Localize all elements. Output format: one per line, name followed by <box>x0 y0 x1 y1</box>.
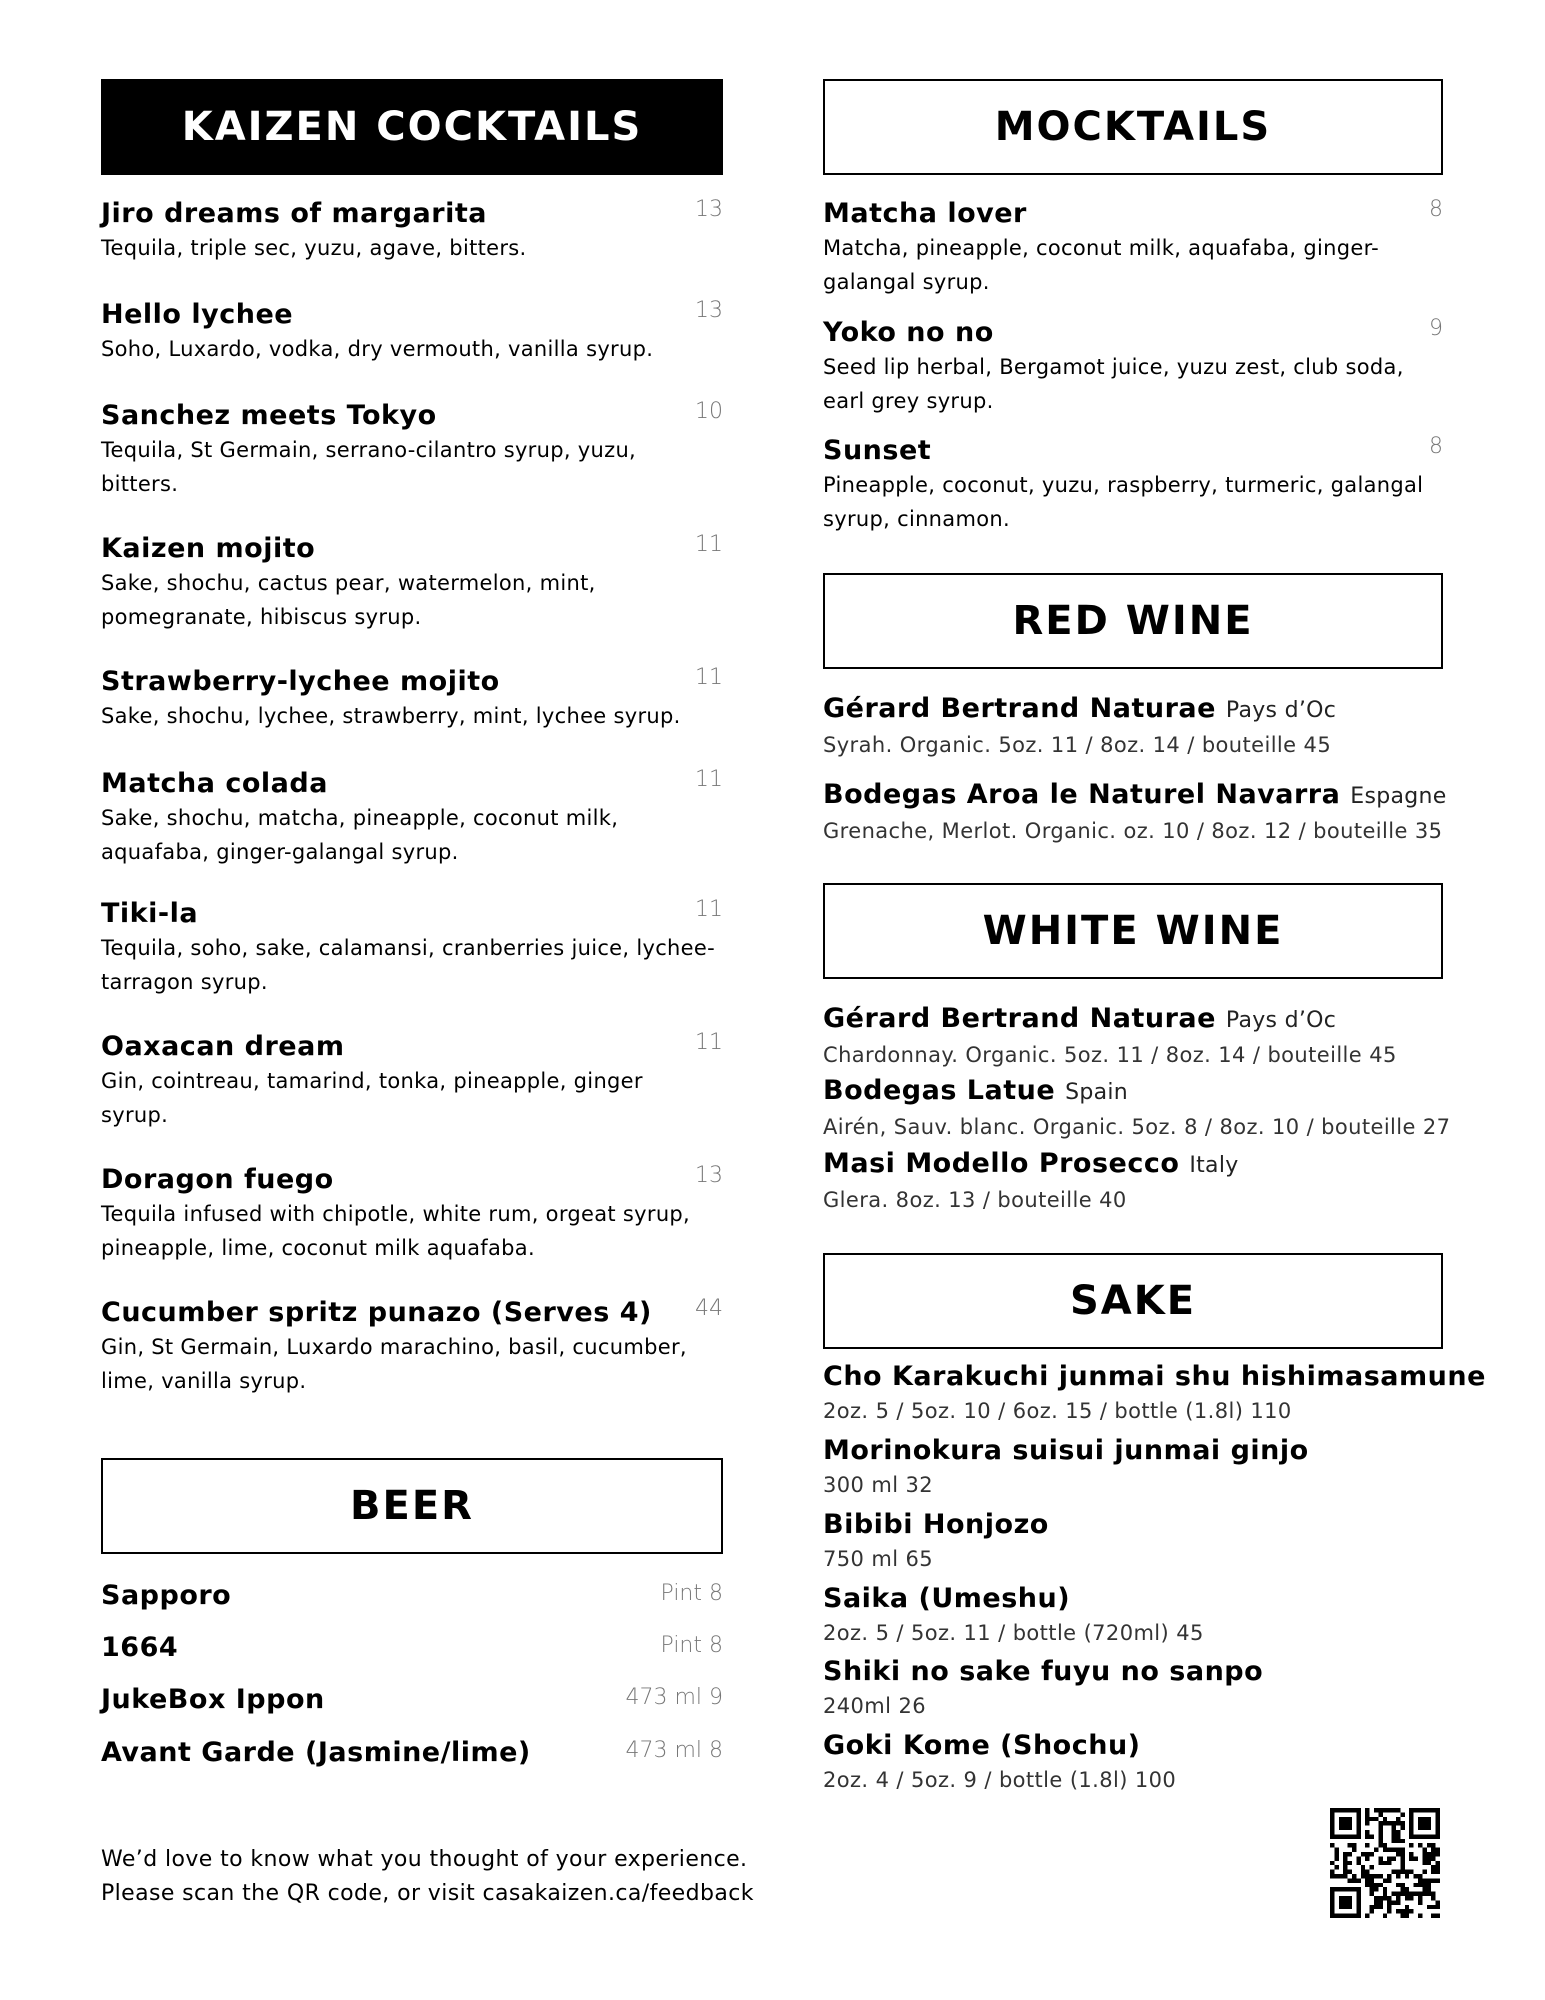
wine-name: Gérard Bertrand Naturae <box>823 693 1216 724</box>
cocktail-item <box>101 1296 723 1398</box>
beer-item <box>101 1736 723 1776</box>
cocktail-price: 11 <box>695 767 723 792</box>
cocktail-desc: Gin, cointreau, tamarind, tonka, pineapple, ginger syrup. <box>101 1069 643 1127</box>
cocktail-item <box>101 197 723 265</box>
red-wine-title: RED WINE <box>1012 598 1254 644</box>
cocktail-desc: Tequila, triple sec, yuzu, agave, bitters. <box>101 236 527 260</box>
cocktail-desc: Sake, shochu, cactus pear, watermelon, mint, pomegranate, hibiscus syrup. <box>101 571 596 629</box>
feedback-note <box>101 1843 801 1911</box>
sake-name: Saika (Umeshu) <box>823 1583 1071 1614</box>
sake-detail: 300 ml 32 <box>823 1473 934 1497</box>
cocktail-name: Oaxacan dream <box>101 1031 345 1062</box>
wine-origin: Pays d’Oc <box>1225 1008 1337 1033</box>
beer-item <box>101 1579 723 1619</box>
sake-name: Goki Kome (Shochu) <box>823 1730 1141 1761</box>
white-wine-title: WHITE WINE <box>982 908 1284 954</box>
sake-name: Shiki no sake fuyu no sanpo <box>823 1656 1264 1687</box>
sake-header <box>823 1253 1443 1349</box>
mocktail-price: 9 <box>1429 316 1443 341</box>
sake-item <box>823 1729 1443 1797</box>
cocktail-price: 11 <box>695 532 723 557</box>
wine-name: Gérard Bertrand Naturae <box>823 1003 1216 1034</box>
cocktail-item <box>101 1163 723 1265</box>
sake-detail: 750 ml 65 <box>823 1547 934 1571</box>
sake-item <box>823 1655 1443 1723</box>
wine-item <box>823 1147 1443 1217</box>
feedback-qr-code[interactable] <box>1330 1808 1440 1918</box>
beer-price: 473 ml 8 <box>625 1738 723 1763</box>
mocktail-name: Sunset <box>823 435 932 466</box>
cocktail-desc: Soho, Luxardo, vodka, dry vermouth, vanilla syrup. <box>101 337 654 361</box>
cocktail-item <box>101 399 723 501</box>
cocktail-desc: Sake, shochu, lychee, strawberry, mint, lychee syrup. <box>101 704 681 728</box>
cocktail-item <box>101 897 723 999</box>
cocktail-price: 10 <box>695 399 723 424</box>
cocktail-desc: Sake, shochu, matcha, pineapple, coconut milk, aquafaba, ginger-galangal syrup. <box>101 806 619 864</box>
cocktail-price: 13 <box>695 1163 723 1188</box>
cocktail-price: 11 <box>695 1030 723 1055</box>
beer-title: BEER <box>350 1483 474 1529</box>
cocktail-item <box>101 532 723 634</box>
wine-item <box>823 778 1447 848</box>
sake-detail: 240ml 26 <box>823 1694 926 1718</box>
cocktails-title: KAIZEN COCKTAILS <box>181 104 643 150</box>
sake-name: Cho Karakuchi junmai shu hishimasamune <box>823 1361 1486 1392</box>
wine-name: Masi Modello Prosecco <box>823 1148 1180 1179</box>
wine-origin: Spain <box>1065 1080 1129 1105</box>
sake-title: SAKE <box>1069 1278 1197 1324</box>
wine-name: Bodegas Latue <box>823 1075 1056 1106</box>
sake-name: Morinokura suisui junmai ginjo <box>823 1435 1309 1466</box>
red-wine-header <box>823 573 1443 669</box>
wine-detail: Grenache, Merlot. Organic. oz. 10 / 8oz. 12 / bouteille 35 <box>823 819 1443 843</box>
beer-name: JukeBox Ippon <box>101 1684 325 1715</box>
mocktail-item <box>823 434 1443 536</box>
wine-detail: Airén, Sauv. blanc. Organic. 5oz. 8 / 8oz. 10 / bouteille 27 <box>823 1115 1451 1139</box>
cocktail-name: Hello lychee <box>101 299 294 330</box>
white-wine-header <box>823 883 1443 979</box>
mocktail-item <box>823 197 1443 299</box>
cocktail-name: Matcha colada <box>101 768 328 799</box>
beer-price: 473 ml 9 <box>625 1685 723 1710</box>
mocktail-desc: Pineapple, coconut, yuzu, raspberry, turmeric, galangal syrup, cinnamon. <box>823 473 1424 531</box>
wine-detail: Chardonnay. Organic. 5oz. 11 / 8oz. 14 / bouteille 45 <box>823 1043 1397 1067</box>
beer-price: Pint 8 <box>660 1581 723 1606</box>
beer-header <box>101 1458 723 1554</box>
wine-detail: Glera. 8oz. 13 / bouteille 40 <box>823 1188 1127 1212</box>
cocktail-name: Jiro dreams of margarita <box>101 198 487 229</box>
wine-origin: Pays d’Oc <box>1225 698 1337 723</box>
cocktail-name: Tiki-la <box>101 898 199 929</box>
wine-item <box>823 1074 1451 1144</box>
mocktail-price: 8 <box>1429 197 1443 222</box>
wine-item <box>823 692 1443 762</box>
cocktail-price: 13 <box>695 298 723 323</box>
wine-detail: Syrah. Organic. 5oz. 11 / 8oz. 14 / bouteille 45 <box>823 733 1332 757</box>
beer-name: Avant Garde (Jasmine/lime) <box>101 1737 531 1768</box>
sake-detail: 2oz. 5 / 5oz. 11 / bottle (720ml) 45 <box>823 1621 1204 1645</box>
wine-origin: Italy <box>1189 1153 1239 1178</box>
cocktail-item <box>101 767 723 869</box>
beer-name: 1664 <box>101 1632 179 1663</box>
beer-item <box>101 1631 723 1671</box>
mocktail-desc: Seed lip herbal, Bergamot juice, yuzu zest, club soda, earl grey syrup. <box>823 355 1404 413</box>
cocktail-desc: Gin, St Germain, Luxardo marachino, basil, cucumber, lime, vanilla syrup. <box>101 1335 687 1393</box>
cocktail-desc: Tequila, St Germain, serrano-cilantro syrup, yuzu, bitters. <box>101 438 637 496</box>
cocktail-price: 11 <box>695 665 723 690</box>
sake-item <box>823 1434 1443 1502</box>
sake-name: Bibibi Honjozo <box>823 1509 1049 1540</box>
cocktail-desc: Tequila infused with chipotle, white rum, orgeat syrup, pineapple, lime, coconut milk aquafaba. <box>101 1202 691 1260</box>
cocktail-price: 11 <box>695 897 723 922</box>
cocktail-desc: Tequila, soho, sake, calamansi, cranberries juice, lychee-tarragon syrup. <box>101 936 715 994</box>
wine-name: Bodegas Aroa le Naturel Navarra <box>823 779 1341 810</box>
cocktail-item <box>101 298 723 366</box>
beer-name: Sapporo <box>101 1580 232 1611</box>
cocktail-price: 13 <box>695 197 723 222</box>
mocktail-price: 8 <box>1429 434 1443 459</box>
mocktail-desc: Matcha, pineapple, coconut milk, aquafaba, ginger-galangal syrup. <box>823 236 1380 294</box>
mocktail-name: Yoko no no <box>823 317 994 348</box>
cocktail-name: Kaizen mojito <box>101 533 316 564</box>
mocktails-header <box>823 79 1443 175</box>
cocktail-name: Doragon fuego <box>101 1164 334 1195</box>
sake-detail: 2oz. 5 / 5oz. 10 / 6oz. 15 / bottle (1.8l) 110 <box>823 1399 1292 1423</box>
cocktail-name: Strawberry-lychee mojito <box>101 666 500 697</box>
sake-item <box>823 1582 1443 1650</box>
feedback-line-1: We’d love to know what you thought of your experience. <box>101 1847 748 1872</box>
cocktail-item <box>101 1030 723 1132</box>
wine-item <box>823 1002 1443 1072</box>
sake-item <box>823 1508 1443 1576</box>
beer-price: Pint 8 <box>660 1633 723 1658</box>
cocktails-header <box>101 79 723 175</box>
mocktails-title: MOCKTAILS <box>994 104 1272 150</box>
cocktail-name: Sanchez meets Tokyo <box>101 400 437 431</box>
cocktail-price: 44 <box>695 1296 723 1321</box>
cocktail-name: Cucumber spritz punazo (Serves 4) <box>101 1297 652 1328</box>
mocktail-name: Matcha lover <box>823 198 1027 229</box>
sake-item <box>823 1360 1486 1428</box>
cocktail-item <box>101 665 723 733</box>
wine-origin: Espagne <box>1350 784 1447 809</box>
beer-item <box>101 1683 723 1723</box>
feedback-line-2: Please scan the QR code, or visit casakaizen.ca/feedback <box>101 1881 754 1906</box>
mocktail-item <box>823 316 1443 418</box>
sake-detail: 2oz. 4 / 5oz. 9 / bottle (1.8l) 100 <box>823 1768 1177 1792</box>
